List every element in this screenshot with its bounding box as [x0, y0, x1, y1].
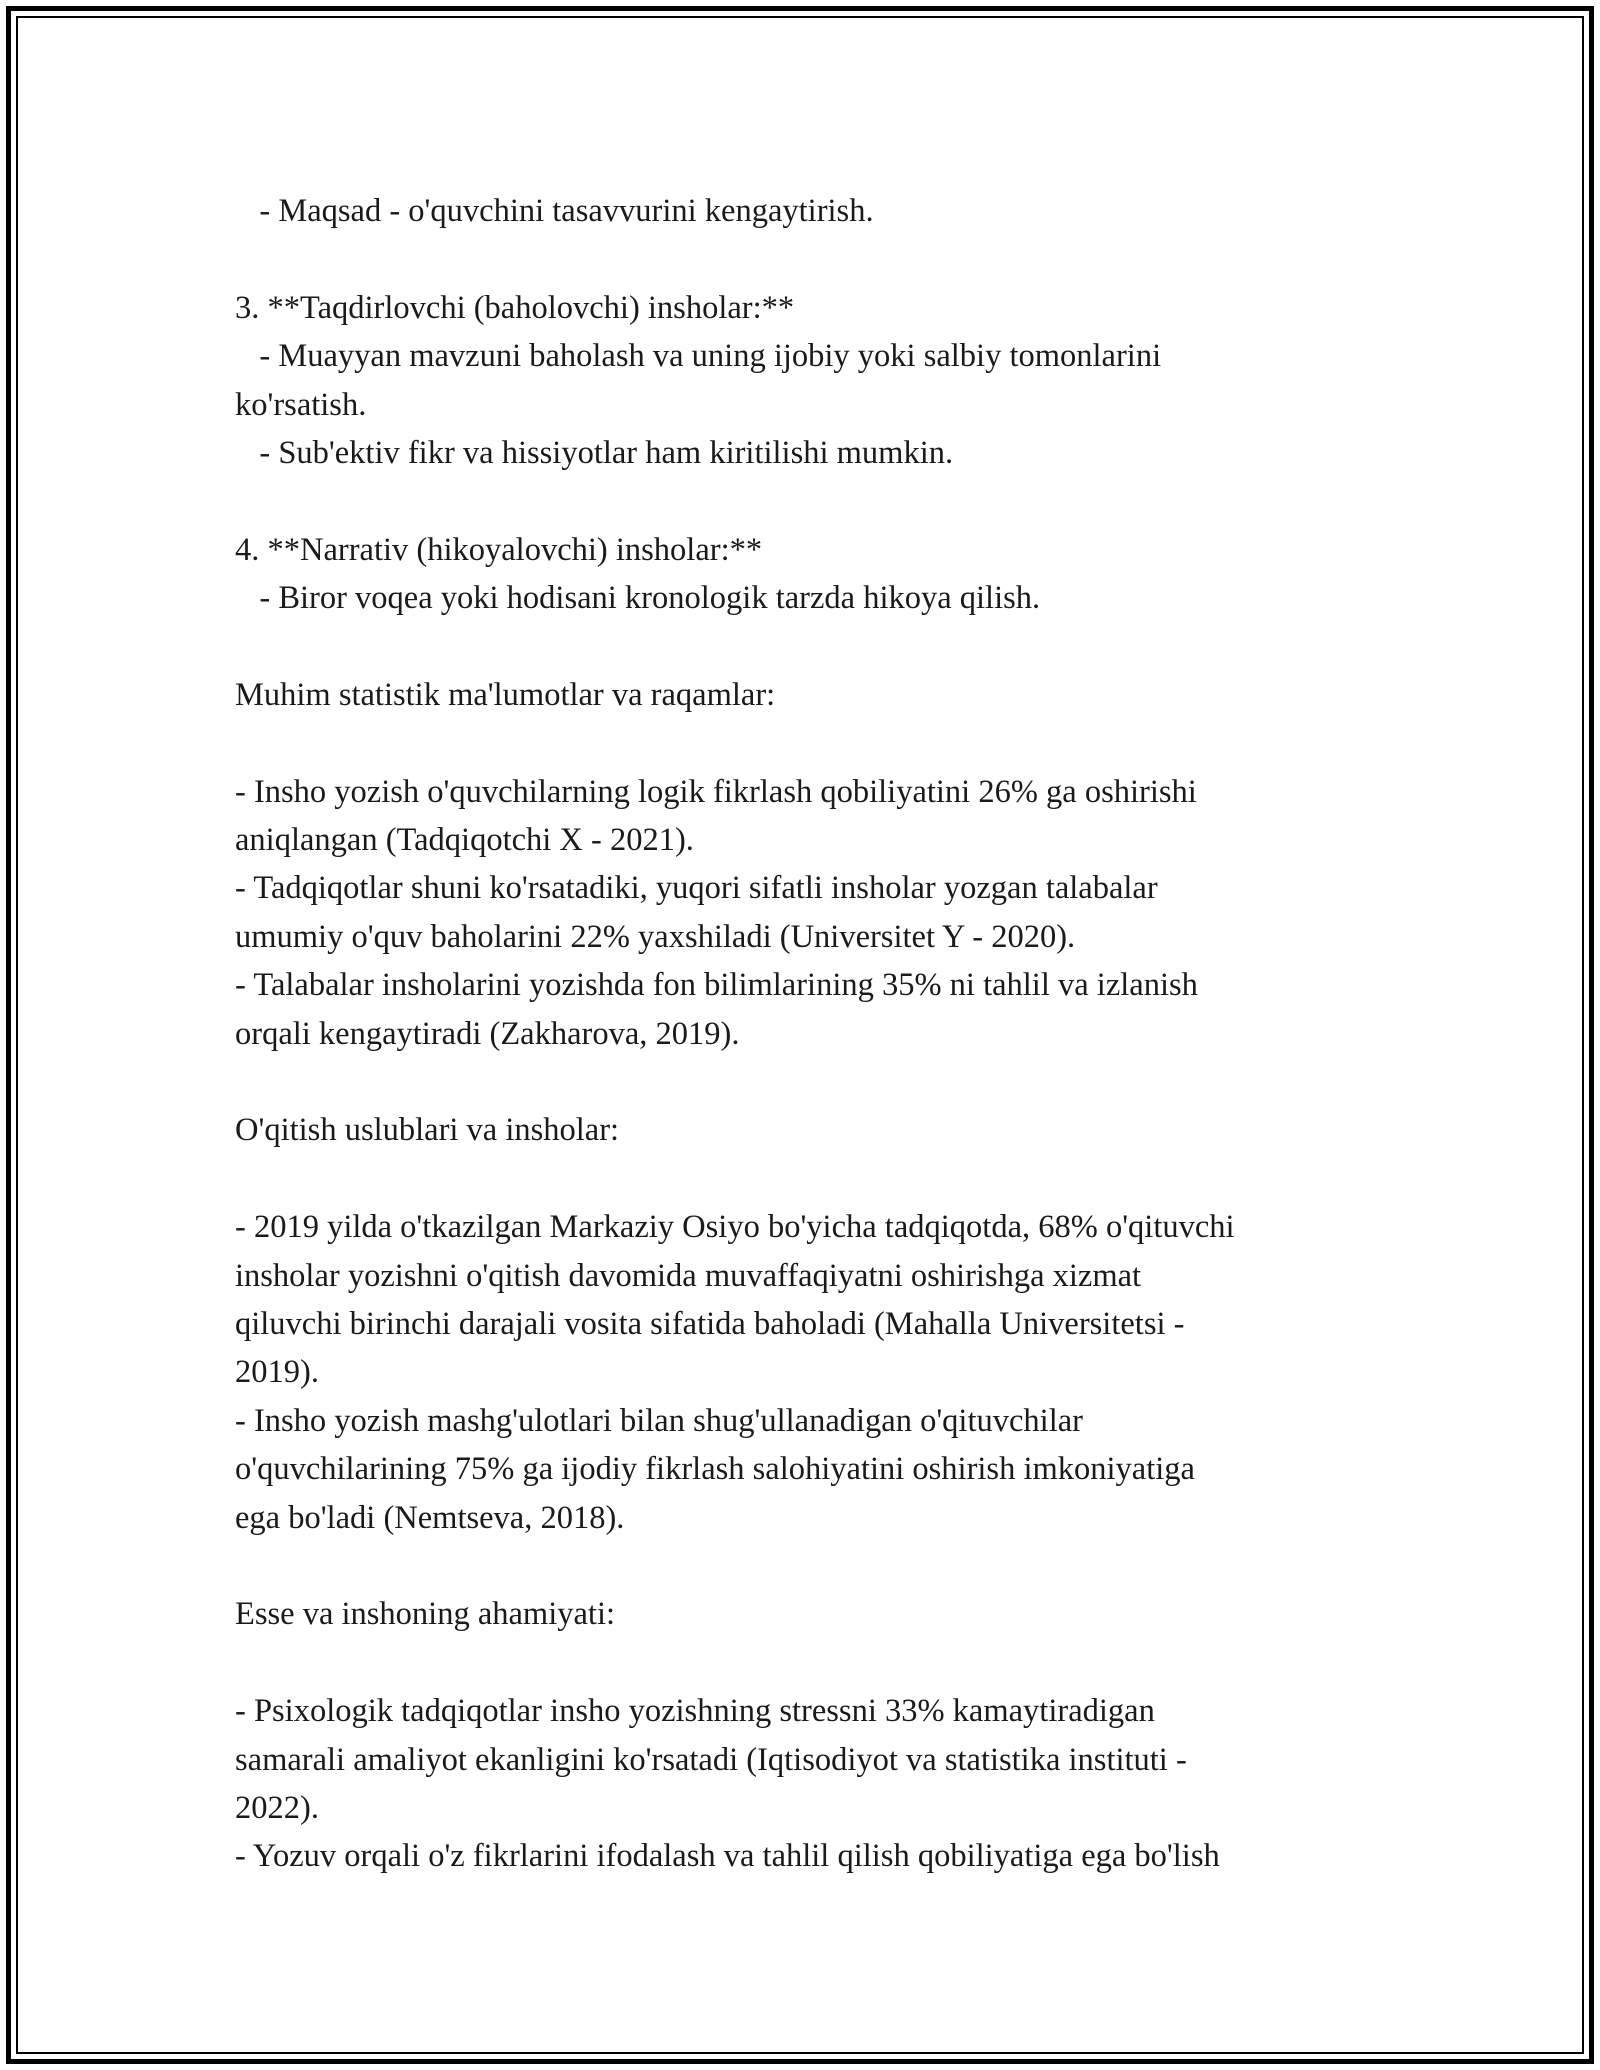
blank-line [235, 477, 1375, 525]
blank-line [235, 235, 1375, 283]
text-line: 2022). [235, 1789, 319, 1826]
blank-line [235, 1639, 1375, 1687]
section-heading: Esse va inshoning ahamiyati: [235, 1596, 616, 1633]
blank-line [235, 719, 1375, 767]
document-body [235, 187, 1375, 1881]
text-line: ko'rsatish. [235, 386, 367, 423]
section-heading: O'qitish uslublari va insholar: [235, 1112, 620, 1149]
blank-line [235, 623, 1375, 671]
text-line: qiluvchi birinchi darajali vosita sifatida baholadi (Mahalla Universitetsi - [235, 1305, 1185, 1342]
text-line: - 2019 yilda o'tkazilgan Markaziy Osiyo bo'yicha tadqiqotda, 68% o'qituvchi [235, 1209, 1235, 1246]
text-line: insholar yozishni o'qitish davomida muvaffaqiyatni oshirishga xizmat [235, 1257, 1142, 1294]
text-line: - Insho yozish o'quvchilarning logik fikrlash qobiliyatini 26% ga oshirishi [235, 773, 1197, 810]
text-line: 3. **Taqdirlovchi (baholovchi) insholar:** [235, 289, 795, 326]
text-line: ega bo'ladi (Nemtseva, 2018). [235, 1499, 625, 1536]
blank-line [235, 1155, 1375, 1203]
text-line: - Maqsad - o'quvchini tasavvurini kengaytirish. [235, 193, 874, 229]
section-heading: Muhim statistik ma'lumotlar va raqamlar: [235, 676, 776, 713]
text-line: - Tadqiqotlar shuni ko'rsatadiki, yuqori sifatli insholar yozgan talabalar [235, 870, 1158, 907]
text-line: 2019). [235, 1354, 319, 1391]
blank-line [235, 1542, 1375, 1590]
text-line: - Biror voqea yoki hodisani kronologik tarzda hikoya qilish. [235, 580, 1041, 617]
text-line: - Psixologik tadqiqotlar insho yozishning stressni 33% kamaytiradigan [235, 1693, 1155, 1730]
text-line: - Insho yozish mashg'ulotlari bilan shug'ullanadigan o'qituvchilar [235, 1402, 1083, 1439]
text-line: - Sub'ektiv fikr va hissiyotlar ham kiritilishi mumkin. [235, 434, 954, 471]
blank-line [235, 1058, 1375, 1106]
text-line: - Yozuv orqali o'z fikrlarini ifodalash va tahlil qilish qobiliyatiga ega bo'lish [235, 1838, 1220, 1875]
text-line: - Talabalar insholarini yozishda fon bilimlarining 35% ni tahlil va izlanish [235, 967, 1198, 1004]
text-line: orqali kengaytiradi (Zakharova, 2019). [235, 1015, 740, 1052]
text-line: o'quvchilarining 75% ga ijodiy fikrlash salohiyatini oshirish imkoniyatiga [235, 1451, 1195, 1488]
text-line: samarali amaliyot ekanligini ko'rsatadi (Iqtisodiyot va statistika instituti - [235, 1741, 1187, 1778]
text-line: - Muayyan mavzuni baholash va uning ijobiy yoki salbiy tomonlarini [235, 338, 1162, 375]
text-line: aniqlangan (Tadqiqotchi X - 2021). [235, 822, 694, 859]
text-line: 4. **Narrativ (hikoyalovchi) insholar:** [235, 531, 763, 568]
text-line: umumiy o'quv baholarini 22% yaxshiladi (Universitet Y - 2020). [235, 918, 1076, 955]
